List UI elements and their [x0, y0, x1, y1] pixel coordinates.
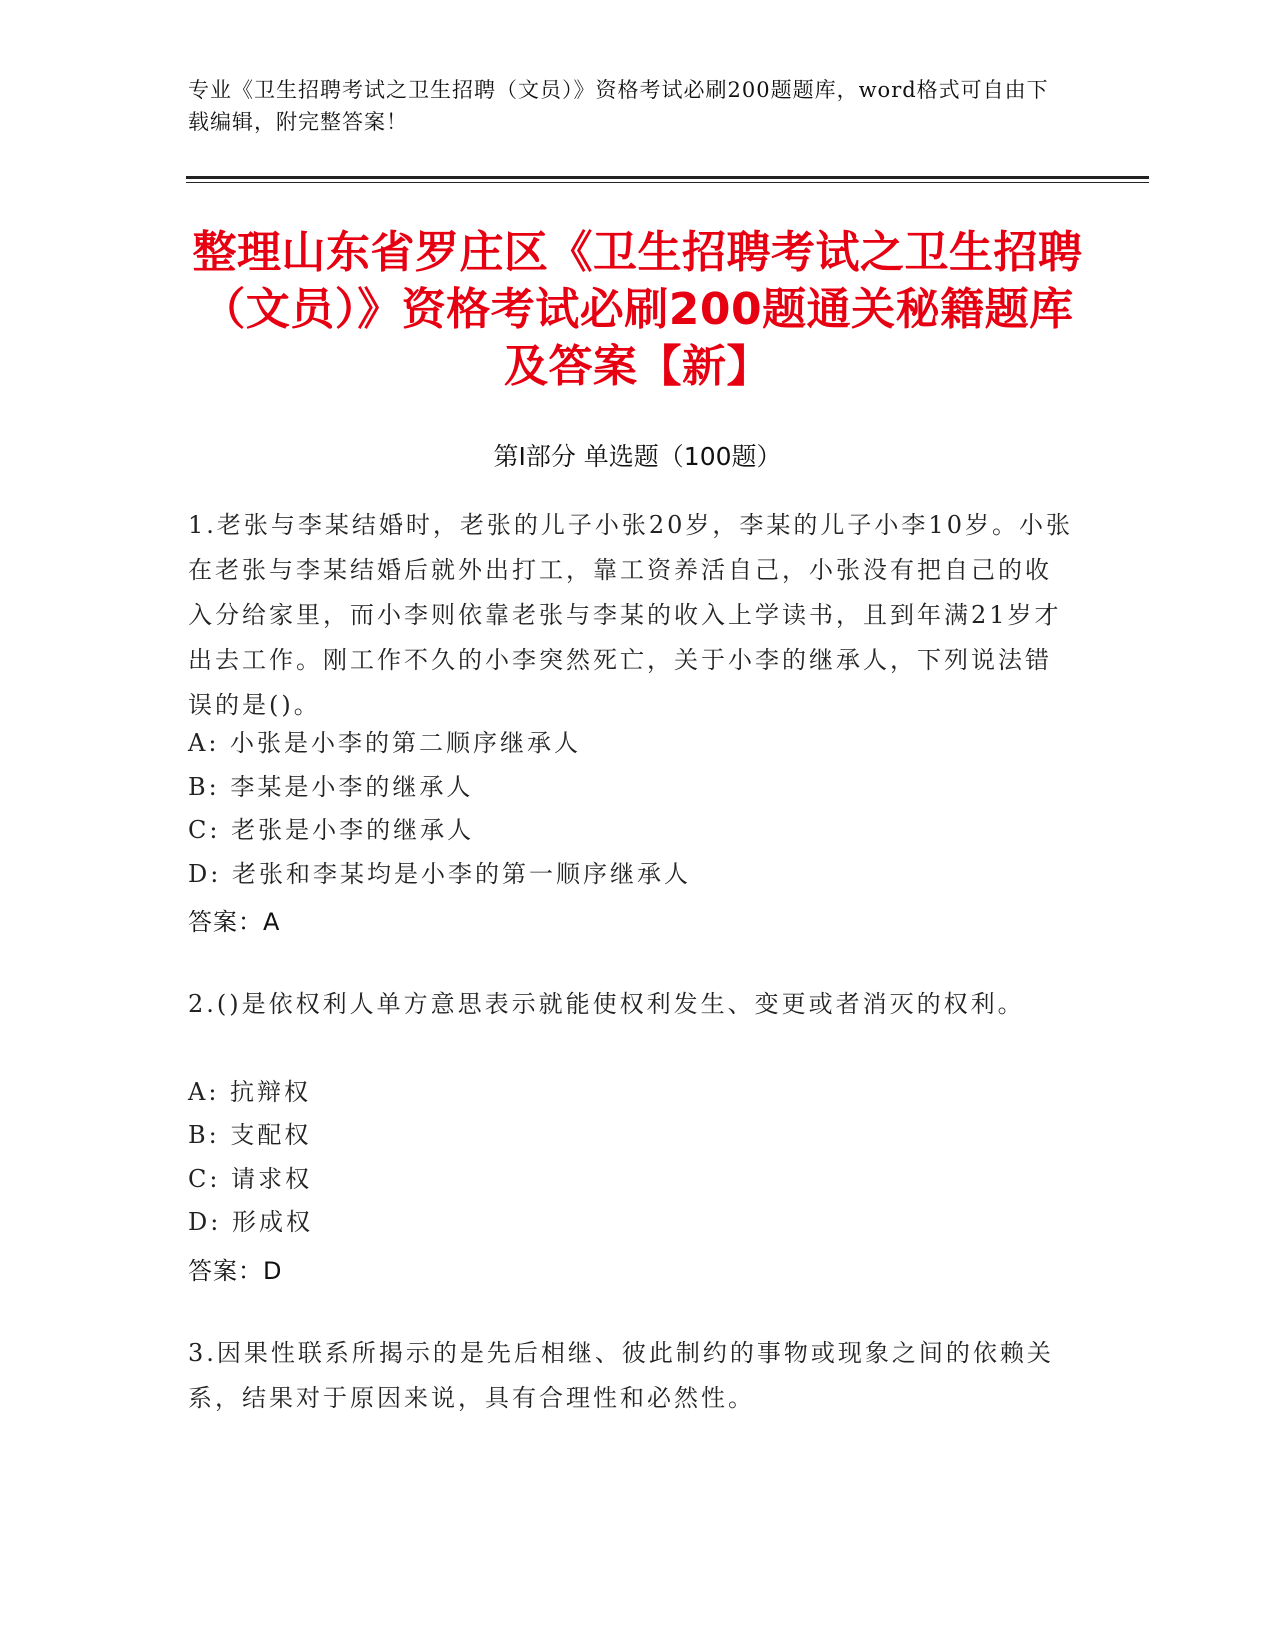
- question-2-option-a: A: 抗辩权: [188, 1078, 312, 1106]
- question-2-answer: 答案：D: [188, 1257, 283, 1285]
- question-1-option-d: D: 老张和李某均是小李的第一顺序继承人: [188, 860, 691, 888]
- question-2-option-c: C: 请求权: [188, 1165, 313, 1193]
- question-1-option-a: A: 小张是小李的第二顺序继承人: [188, 729, 582, 757]
- question-1-option-c: C: 老张是小李的继承人: [188, 816, 475, 844]
- document-title: 整理山东省罗庄区《卫生招聘考试之卫生招聘（文员）》资格考试必刷200题通关秘籍题库及答案【新】: [192, 227, 1083, 392]
- section-title: 第Ⅰ部分 单选题（100题）: [493, 442, 782, 471]
- question-2-option-b: B: 支配权: [188, 1121, 312, 1149]
- header-note: 专业《卫生招聘考试之卫生招聘（文员）》资格考试必刷200题题库，word格式可自由下载编辑，附完整答案！: [188, 78, 1049, 134]
- header-divider-thick: [186, 176, 1149, 179]
- question-3-text: 3.因果性联系所揭示的是先后相继、彼此制约的事物或现象之间的依赖关系，结果对于原因来说，具有合理性和必然性。: [188, 1339, 1054, 1412]
- header-divider-thin: [186, 182, 1149, 183]
- question-2-option-d: D: 形成权: [188, 1208, 313, 1236]
- question-1-text: 1.老张与李某结婚时，老张的儿子小张20岁，李某的儿子小李10岁。小张在老张与李某结婚后就外出打工，靠工资养活自己，小张没有把自己的收入分给家里，而小李则依靠老张与李某的收入上学读书，且到年满21岁才出去工作。刚工作不久的小李突然死亡，关于小李的继承人，下列说法错误的是()。: [188, 511, 1073, 719]
- question-2-text: 2.()是依权利人单方意思表示就能使权利发生、变更或者消灭的权利。: [188, 990, 1025, 1018]
- question-1-answer: 答案：A: [188, 908, 281, 936]
- question-1-option-b: B: 李某是小李的继承人: [188, 773, 474, 801]
